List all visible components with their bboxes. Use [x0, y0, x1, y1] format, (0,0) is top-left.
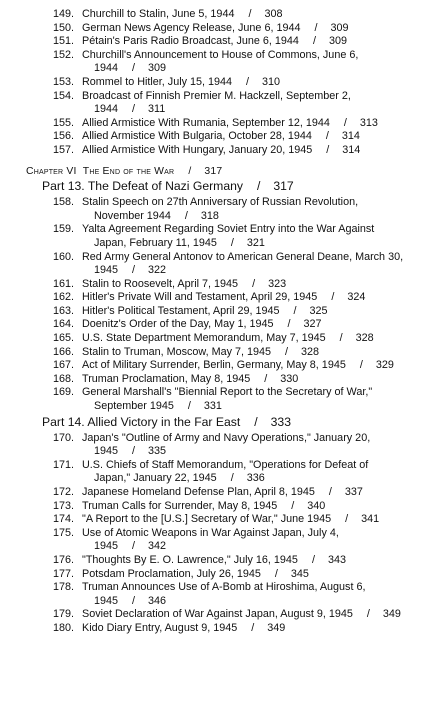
- entry-number: 168.: [52, 372, 74, 385]
- toc-entry: [0, 486, 444, 500]
- toc-entry: [0, 500, 444, 514]
- entry-title: Churchill to Stalin, June 5, 1944: [82, 8, 235, 20]
- entry-number: 153.: [52, 75, 74, 88]
- toc-entry: [0, 8, 444, 22]
- part-13-separator: /: [256, 179, 261, 194]
- entry-page: 342: [148, 540, 167, 553]
- toc-entry: [0, 527, 444, 554]
- entry-page: 308: [264, 8, 283, 20]
- entry-title: Rommel to Hitler, July 15, 1944: [82, 75, 233, 88]
- entry-separator: /: [339, 332, 343, 345]
- entry-separator: /: [132, 540, 136, 553]
- entry-title: Yalta Agreement Regarding Soviet Entry into the War Against: [82, 223, 375, 236]
- entry-separator: /: [184, 209, 188, 222]
- toc-entry: [0, 305, 444, 319]
- entry-separator: /: [326, 143, 330, 156]
- chapter-heading: [0, 165, 444, 179]
- entry-separator: /: [285, 345, 289, 358]
- entry-number: 150.: [52, 21, 74, 34]
- entry-separator: /: [132, 445, 136, 458]
- entry-title: Truman Announces Use of A-Bomb at Hiroshima, August 6,: [82, 581, 366, 594]
- entry-number: 176.: [52, 553, 74, 566]
- entry-page: 349: [382, 608, 401, 621]
- entry-title: Allied Armistice With Rumania, September 12, 1944: [82, 116, 330, 129]
- toc-entry: [0, 76, 444, 90]
- entry-page: 314: [342, 143, 361, 156]
- entry-number: 180.: [52, 621, 74, 634]
- entry-separator: /: [359, 359, 363, 372]
- entry-page: 309: [148, 62, 167, 75]
- entry-separator: /: [328, 486, 332, 498]
- toc-entry: [0, 22, 444, 36]
- toc-entry: [0, 251, 444, 278]
- entry-page: 349: [267, 621, 286, 634]
- entry-title: U.S. State Department Memorandum, May 7, 1945: [82, 332, 326, 345]
- entry-title: U.S. Chiefs of Staff Memorandum, "Operations for Defeat of: [82, 458, 369, 471]
- entry-number: 167.: [52, 359, 74, 372]
- entry-number: 158.: [52, 196, 74, 209]
- toc-entry: [0, 278, 444, 292]
- entry-separator: /: [325, 130, 329, 143]
- toc-entry: [0, 223, 444, 250]
- entry-title: Truman Proclamation, May 8, 1945: [82, 372, 251, 385]
- entry-page: 337: [344, 486, 363, 498]
- toc-entry: [0, 144, 444, 158]
- entry-number: 173.: [52, 499, 74, 512]
- entry-separator: /: [264, 372, 268, 385]
- entry-title: Doenitz's Order of the Day, May 1, 1945: [82, 318, 274, 331]
- chapter-title: The End of the War: [82, 165, 175, 177]
- entry-separator: /: [252, 277, 256, 290]
- entry-number: 165.: [52, 332, 74, 345]
- toc-entry: [0, 346, 444, 360]
- entry-title: Truman Calls for Surrender, May 8, 1945: [82, 499, 278, 512]
- toc-entry: [0, 90, 444, 117]
- chapter-label: Chapter VI: [26, 165, 77, 177]
- toc-entry: [0, 332, 444, 346]
- entry-page: 318: [200, 209, 219, 222]
- part-14-label: Part 14. Allied Victory in the Far East: [42, 414, 241, 429]
- entry-page: 309: [328, 35, 347, 48]
- entry-title: Soviet Declaration of War Against Japan, August 9, 1945: [82, 608, 353, 621]
- entry-title: Japanese Homeland Defense Plan, April 8, 1945: [82, 486, 315, 498]
- entry-title: German News Agency Release, June 6, 1944: [82, 21, 301, 34]
- entry-title: Allied Armistice With Hungary, January 20, 1945: [82, 143, 313, 156]
- entry-number: 179.: [52, 608, 74, 621]
- toc-entry: [0, 386, 444, 413]
- toc-entry: [0, 608, 444, 622]
- toc-page: [0, 8, 444, 636]
- entry-number: 175.: [52, 526, 74, 539]
- entry-title-continued: November 1944: [94, 209, 171, 222]
- toc-entry: [0, 318, 444, 332]
- entry-separator: /: [132, 103, 136, 116]
- toc-group-a: [0, 8, 444, 158]
- entry-page: 309: [330, 21, 349, 34]
- entry-number: 163.: [52, 304, 74, 317]
- toc-entry: [0, 373, 444, 387]
- part-14-heading: [0, 415, 444, 429]
- entry-page: 331: [203, 400, 222, 413]
- entry-title: Red Army General Antonov to American General Deane, March 30,: [82, 250, 404, 263]
- chapter-page: 317: [204, 165, 223, 177]
- entry-number: 169.: [52, 386, 74, 399]
- entry-page: 346: [148, 594, 167, 607]
- entry-number: 164.: [52, 318, 74, 331]
- entry-title: "Thoughts By E. O. Lawrence," July 16, 1945: [82, 553, 298, 566]
- entry-number: 159.: [52, 223, 74, 236]
- entry-page: 324: [347, 291, 366, 304]
- entry-separator: /: [274, 567, 278, 580]
- entry-title: Churchill's Announcement to House of Commons, June 6,: [82, 48, 359, 61]
- entry-title-continued: 1945: [94, 445, 119, 458]
- entry-page: 328: [355, 332, 374, 345]
- entry-number: 151.: [52, 35, 74, 48]
- entry-separator: /: [311, 553, 315, 566]
- toc-entry: [0, 49, 444, 76]
- entry-number: 160.: [52, 250, 74, 263]
- entry-separator: /: [345, 513, 349, 526]
- entry-page: 345: [290, 567, 309, 580]
- entry-title-continued: 1944: [94, 62, 119, 75]
- toc-entry: [0, 130, 444, 144]
- entry-title-continued: September 1945: [94, 400, 174, 413]
- entry-page: 323: [268, 277, 287, 290]
- entry-number: 178.: [52, 581, 74, 594]
- entry-page: 330: [280, 372, 299, 385]
- part-13-heading: [0, 179, 444, 193]
- entry-page: 311: [148, 103, 166, 116]
- entry-separator: /: [287, 318, 291, 331]
- entry-title: Allied Armistice With Bulgaria, October 28, 1944: [82, 130, 312, 143]
- entry-title-continued: Japan," January 22, 1945: [94, 472, 217, 485]
- entry-continuation: [82, 540, 440, 554]
- entry-number: 154.: [52, 89, 74, 102]
- entry-separator: /: [132, 594, 136, 607]
- part-13-page: 317: [273, 179, 294, 194]
- entry-continuation: [82, 237, 440, 251]
- entry-separator: /: [187, 400, 191, 413]
- entry-separator: /: [366, 608, 370, 621]
- toc-group-b: [0, 196, 444, 414]
- entry-separator: /: [312, 35, 316, 48]
- entry-page: 341: [361, 513, 380, 526]
- entry-title: Broadcast of Finnish Premier M. Hackzell, September 2,: [82, 89, 351, 102]
- toc-entry: [0, 513, 444, 527]
- entry-title: Act of Military Surrender, Berlin, Germany, May 8, 1945: [82, 359, 346, 372]
- entry-title: Japan's "Outline of Army and Navy Operations," January 20,: [82, 431, 371, 444]
- entry-page: 310: [262, 75, 281, 88]
- entry-continuation: [82, 103, 440, 117]
- entry-page: 343: [327, 553, 346, 566]
- entry-continuation: [82, 62, 440, 76]
- entry-page: 325: [309, 304, 328, 317]
- entry-title: General Marshall's "Biennial Report to the Secretary of War,": [82, 386, 373, 399]
- entry-number: 155.: [52, 116, 74, 129]
- entry-separator: /: [132, 62, 136, 75]
- entry-page: 327: [303, 318, 322, 331]
- chapter-separator: /: [188, 165, 192, 177]
- entry-continuation: [82, 472, 440, 486]
- entry-page: 335: [148, 445, 167, 458]
- entry-separator: /: [248, 8, 252, 20]
- entry-title: Stalin to Truman, Moscow, May 7, 1945: [82, 345, 272, 358]
- part-14-page: 333: [270, 414, 291, 429]
- entry-title: Use of Atomic Weapons in War Against Japan, July 4,: [82, 526, 339, 539]
- toc-entry: [0, 291, 444, 305]
- entry-title-continued: 1945: [94, 264, 119, 277]
- entry-continuation: [82, 210, 440, 224]
- entry-title: Potsdam Proclamation, July 26, 1945: [82, 567, 261, 580]
- entry-number: 157.: [52, 143, 74, 156]
- entry-number: 171.: [52, 458, 74, 471]
- entry-separator: /: [331, 291, 335, 304]
- entry-page: 321: [246, 236, 265, 249]
- entry-page: 336: [246, 472, 265, 485]
- part-14-separator: /: [254, 414, 258, 429]
- toc-entry: [0, 432, 444, 459]
- entry-separator: /: [246, 75, 250, 88]
- entry-page: 329: [375, 359, 394, 372]
- entry-page: 328: [301, 345, 320, 358]
- entry-page: 313: [359, 116, 378, 129]
- entry-number: 149.: [52, 8, 74, 20]
- entry-number: 166.: [52, 345, 74, 358]
- toc-entry: [0, 568, 444, 582]
- entry-continuation: [82, 400, 440, 414]
- entry-title: Hitler's Private Will and Testament, April 29, 1945: [82, 291, 318, 304]
- entry-title-continued: 1944: [94, 103, 119, 116]
- entry-number: 156.: [52, 130, 74, 143]
- toc-entry: [0, 554, 444, 568]
- entry-title: Stalin to Roosevelt, April 7, 1945: [82, 277, 239, 290]
- toc-entry: [0, 117, 444, 131]
- entry-title-continued: 1945: [94, 540, 119, 553]
- entry-continuation: [82, 595, 440, 609]
- toc-group-c: [0, 432, 444, 636]
- entry-number: 162.: [52, 291, 74, 304]
- entry-title: Pétain's Paris Radio Broadcast, June 6, 1944: [82, 35, 299, 48]
- toc-entry: [0, 196, 444, 223]
- entry-title: Hitler's Political Testament, April 29, 1945: [82, 304, 280, 317]
- entry-separator: /: [291, 499, 295, 512]
- entry-number: 174.: [52, 513, 74, 526]
- entry-title-continued: 1945: [94, 594, 119, 607]
- entry-number: 177.: [52, 567, 74, 580]
- entry-number: 170.: [52, 431, 74, 444]
- entry-continuation: [82, 445, 440, 459]
- entry-title-continued: Japan, February 11, 1945: [94, 236, 217, 249]
- entry-separator: /: [343, 116, 347, 129]
- entry-page: 340: [307, 499, 326, 512]
- toc-entry: [0, 35, 444, 49]
- entry-continuation: [82, 264, 440, 278]
- toc-entry: [0, 459, 444, 486]
- toc-entry: [0, 622, 444, 636]
- entry-separator: /: [314, 21, 318, 34]
- part-13-label: Part 13. The Defeat of Nazi Germany: [42, 179, 243, 194]
- toc-entry: [0, 359, 444, 373]
- entry-separator: /: [132, 264, 136, 277]
- entry-separator: /: [230, 236, 234, 249]
- entry-number: 172.: [52, 486, 74, 498]
- entry-separator: /: [251, 621, 255, 634]
- entry-separator: /: [293, 304, 297, 317]
- entry-number: 161.: [52, 277, 74, 290]
- entry-separator: /: [230, 472, 234, 485]
- entry-title: Stalin Speech on 27th Anniversary of Russian Revolution,: [82, 196, 359, 209]
- entry-title: Kido Diary Entry, August 9, 1945: [82, 621, 238, 634]
- entry-page: 314: [341, 130, 360, 143]
- entry-page: 322: [148, 264, 167, 277]
- entry-title: "A Report to the [U.S.] Secretary of War," June 1945: [82, 513, 332, 526]
- toc-entry: [0, 581, 444, 608]
- entry-number: 152.: [52, 48, 74, 61]
